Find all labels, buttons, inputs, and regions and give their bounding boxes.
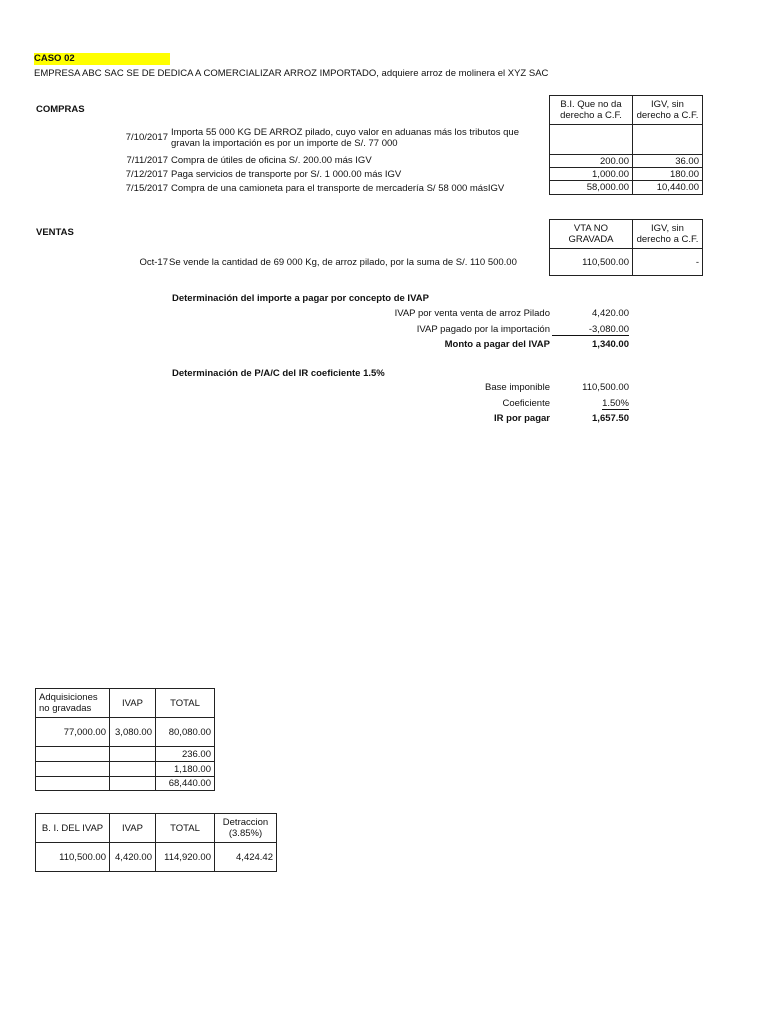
ir-total-label: IR por pagar xyxy=(494,413,550,424)
adq-cell xyxy=(35,761,110,777)
bi-header-base: B. I. DEL IVAP xyxy=(35,813,110,843)
ventas-header-igv: IGV, sin derecho a C.F. xyxy=(632,219,703,249)
ivap-label: IVAP pagado por la importación xyxy=(416,324,550,335)
compras-header-bi: B.I. Que no da derecho a C.F. xyxy=(549,95,633,125)
bi-cell: 110,500.00 xyxy=(35,842,110,872)
ventas-cell-igv: - xyxy=(632,248,703,276)
bi-header-ivap: IVAP xyxy=(109,813,156,843)
ir-label: Coeficiente xyxy=(502,398,550,409)
compras-desc: Compra de una camioneta para el transporte de mercadería S/ 58 000 másIGV xyxy=(171,183,505,194)
compras-cell-bi: 1,000.00 xyxy=(549,167,633,181)
compras-cell-igv: 180.00 xyxy=(632,167,703,181)
adq-cell xyxy=(109,746,156,762)
adq-cell xyxy=(109,761,156,777)
adq-cell xyxy=(35,746,110,762)
ivap-value: 4,420.00 xyxy=(592,308,629,319)
compras-title: COMPRAS xyxy=(36,104,85,115)
adq-cell: 77,000.00 xyxy=(35,717,110,747)
bi-cell: 114,920.00 xyxy=(155,842,215,872)
compras-date: 7/11/2017 xyxy=(126,155,168,166)
compras-header-igv: IGV, sin derecho a C.F. xyxy=(632,95,703,125)
adq-cell: 3,080.00 xyxy=(109,717,156,747)
ventas-header-vta: VTA NO GRAVADA xyxy=(549,219,633,249)
compras-cell-igv xyxy=(632,124,703,155)
bi-header-detraccion: Detraccion (3.85%) xyxy=(214,813,277,843)
adq-header-ivap: IVAP xyxy=(109,688,156,718)
ventas-title: VENTAS xyxy=(36,227,74,238)
ventas-cell-vta: 110,500.00 xyxy=(549,248,633,276)
ivap-total-value: 1,340.00 xyxy=(592,339,629,350)
compras-desc: Paga servicios de transporte por S/. 1 000.00 más IGV xyxy=(171,169,402,180)
compras-desc: gravan la importación es por un importe de S/. 77 000 xyxy=(171,138,398,149)
ventas-desc: Se vende la cantidad de 69 000 Kg, de arroz pilado, por la suma de S/. 110 500.00 xyxy=(169,257,517,268)
compras-desc: Compra de útiles de oficina S/. 200.00 más IGV xyxy=(171,155,372,166)
case-label: CASO 02 xyxy=(34,53,170,65)
adq-cell: 80,080.00 xyxy=(155,717,215,747)
ir-title: Determinación de P/A/C del IR coeficiente 1.5% xyxy=(172,368,385,379)
compras-cell-bi: 200.00 xyxy=(549,154,633,168)
compras-date: 7/12/2017 xyxy=(125,169,168,180)
compras-cell-bi: 58,000.00 xyxy=(549,180,633,195)
ivap-value: -3,080.00 xyxy=(552,324,629,336)
compras-date: 7/10/2017 xyxy=(125,132,168,143)
compras-cell-igv: 36.00 xyxy=(632,154,703,168)
adq-header-total: TOTAL xyxy=(155,688,215,718)
adq-header-adquisiciones: Adquisiciones no gravadas xyxy=(35,688,110,718)
adq-cell: 68,440.00 xyxy=(155,776,215,791)
ir-value: 110,500.00 xyxy=(582,382,629,393)
compras-desc: Importa 55 000 KG DE ARROZ pilado, cuyo valor en aduanas más los tributos que xyxy=(171,127,519,138)
company-description: EMPRESA ABC SAC SE DE DEDICA A COMERCIALIZAR ARROZ IMPORTADO, adquiere arroz de molinera el XYZ SAC xyxy=(34,68,549,79)
ivap-label: IVAP por venta venta de arroz Pilado xyxy=(394,308,550,319)
ventas-date: Oct-17 xyxy=(139,257,168,268)
bi-header-total: TOTAL xyxy=(155,813,215,843)
ir-total-value: 1,657.50 xyxy=(592,413,629,424)
ir-value: 1.50% xyxy=(602,398,629,409)
ir-label: Base imponible xyxy=(485,382,550,393)
bi-cell: 4,420.00 xyxy=(109,842,156,872)
ivap-title: Determinación del importe a pagar por concepto de IVAP xyxy=(172,293,429,304)
compras-cell-igv: 10,440.00 xyxy=(632,180,703,195)
bi-cell: 4,424.42 xyxy=(214,842,277,872)
adq-cell xyxy=(35,776,110,791)
ivap-total-label: Monto a pagar del IVAP xyxy=(444,339,550,350)
compras-date: 7/15/2017 xyxy=(125,183,168,194)
adq-cell xyxy=(109,776,156,791)
compras-cell-bi xyxy=(549,124,633,155)
adq-cell: 1,180.00 xyxy=(155,761,215,777)
adq-cell: 236.00 xyxy=(155,746,215,762)
